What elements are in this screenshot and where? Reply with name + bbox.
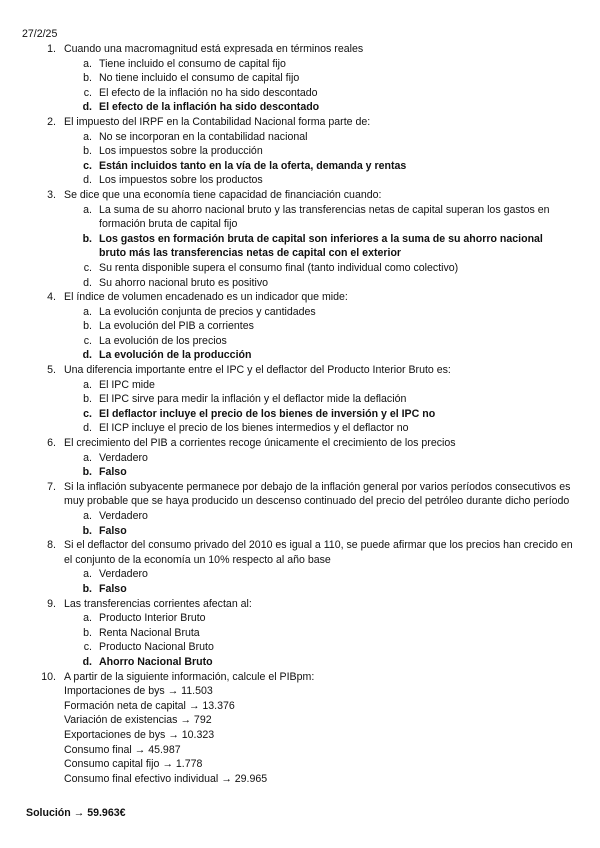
option-letter: c. (83, 334, 92, 347)
option-text: Verdadero (99, 568, 148, 581)
question-4 (0, 290, 600, 363)
option-letter: a. (83, 451, 92, 464)
option-text: El IPC mide (99, 378, 155, 391)
option-text: Producto Nacional Bruto (99, 641, 214, 654)
option-letter: b. (82, 232, 92, 245)
option-d (0, 276, 580, 291)
option-text: Ahorro Nacional Bruto (99, 655, 213, 668)
option-letter: a. (83, 130, 92, 143)
option-a (0, 378, 580, 393)
option-letter: a. (83, 305, 92, 318)
option-b (0, 392, 580, 407)
option-letter: b. (83, 626, 92, 639)
option-text: El ICP incluye el precio de los bienes intermedios y el deflactor no (99, 422, 409, 435)
question-text: A partir de la siguiente información, calcule el PIBpm: (64, 670, 315, 683)
option-b-correct (0, 582, 580, 597)
option-letter: d. (83, 422, 92, 435)
option-a (0, 611, 580, 626)
option-a (0, 451, 580, 466)
option-letter: d. (83, 276, 92, 289)
option-list (64, 305, 580, 363)
option-text: La evolución de la producción (99, 349, 252, 362)
option-text: No se incorporan en la contabilidad nacional (99, 130, 308, 143)
question-text: El impuesto del IRPF en la Contabilidad Nacional forma parte de: (64, 115, 371, 128)
document-date: 27/2/25 (22, 28, 58, 40)
question-9 (0, 597, 600, 670)
option-text: El efecto de la inflación no ha sido descontado (99, 86, 318, 99)
option-text: Falso (99, 582, 127, 595)
option-letter: a. (83, 378, 92, 391)
question-1 (0, 42, 600, 115)
option-text: Falso (99, 466, 127, 479)
option-d (0, 173, 580, 188)
option-letter: d. (82, 655, 92, 668)
option-list (64, 451, 580, 480)
data-line-inventory: Variación de existencias → 792 (64, 714, 212, 727)
question-6 (0, 436, 600, 480)
option-d-correct (0, 655, 580, 670)
option-b-correct (0, 232, 580, 261)
option-letter: b. (83, 393, 92, 406)
question-text: Se dice que una economía tiene capacidad de financiación cuando: (64, 188, 382, 201)
question-text: Una diferencia importante entre el IPC y el deflactor del Producto Interior Bruto es: (64, 364, 451, 377)
question-data-list (64, 684, 580, 786)
option-letter: d. (82, 349, 92, 362)
question-number: 6. (47, 437, 56, 450)
option-b (0, 144, 580, 159)
option-letter: b. (82, 466, 92, 479)
option-text: Los gastos en formación bruta de capital son inferiores a la suma de su ahorro nacional bruto más las transferencias netas de capital con el exterior (99, 232, 543, 260)
question-text: El crecimiento del PIB a corrientes recoge únicamente el crecimiento de los precios (64, 437, 456, 450)
question-number: 10. (41, 670, 56, 683)
option-text: Los impuestos sobre los productos (99, 174, 263, 187)
data-line-fixed-capital: Consumo capital fijo → 1.778 (64, 758, 203, 771)
option-letter: c. (83, 407, 92, 420)
option-letter: c. (83, 261, 92, 274)
option-text: Renta Nacional Bruta (99, 626, 200, 639)
option-b-correct (0, 465, 580, 480)
question-text: Cuando una macromagnitud está expresada en términos reales (64, 43, 364, 55)
question-number: 8. (47, 539, 56, 552)
option-letter: d. (82, 101, 92, 114)
question-text: Si la inflación subyacente permanece por debajo de la inflación general por varios períodos consecutivos es muy probable que se haya producido un descenso continuado del precio del petróleo durante dicho período (64, 480, 571, 508)
question-list (0, 42, 600, 786)
option-letter: a. (83, 57, 92, 70)
option-a (0, 305, 580, 320)
option-list (64, 567, 580, 596)
option-letter: a. (83, 568, 92, 581)
data-line-net-capital: Formación neta de capital → 13.376 (64, 699, 235, 712)
question-10 (0, 670, 600, 787)
option-letter: a. (83, 612, 92, 625)
option-list (64, 130, 580, 188)
option-letter: c. (83, 641, 92, 654)
question-number: 9. (47, 597, 56, 610)
option-text: Falso (99, 524, 127, 537)
option-letter: c. (83, 86, 92, 99)
option-list (64, 57, 580, 115)
option-c (0, 86, 580, 101)
option-d (0, 421, 580, 436)
question-number: 7. (47, 480, 56, 493)
option-list (64, 509, 580, 538)
option-c-correct (0, 159, 580, 174)
question-text: Si el deflactor del consumo privado del 2010 es igual a 110, se puede afirmar que los precios han crecido en el conjunto de la economía un 10% respecto al año base (64, 539, 573, 566)
option-text: Tiene incluido el consumo de capital fijo (99, 57, 286, 70)
question-text: Las transferencias corrientes afectan al: (64, 597, 252, 610)
data-line-exports: Exportaciones de bys → 10.323 (64, 728, 215, 741)
question-2 (0, 115, 600, 188)
option-letter: a. (83, 510, 92, 522)
option-letter: a. (83, 203, 92, 216)
option-c (0, 334, 580, 349)
data-line-imports: Importaciones de bys → 11.503 (64, 685, 213, 698)
question-7 (0, 480, 600, 538)
option-text: Su ahorro nacional bruto es positivo (99, 276, 269, 289)
option-text: No tiene incluido el consumo de capital fijo (99, 72, 300, 85)
solution-text: Solución → 59.963€ (26, 807, 126, 819)
option-text: La evolución del PIB a corrientes (99, 320, 254, 333)
option-letter: b. (83, 320, 92, 333)
option-a (0, 203, 580, 232)
data-line-individual-consumption: Consumo final efectivo individual → 29.965 (64, 772, 268, 785)
option-b (0, 626, 580, 641)
question-5 (0, 363, 600, 436)
option-text: Su renta disponible supera el consumo final (tanto individual como colectivo) (99, 261, 459, 274)
option-b (0, 71, 580, 86)
question-number: 3. (47, 188, 56, 201)
option-text: La evolución conjunta de precios y cantidades (99, 305, 316, 318)
option-d-correct (0, 100, 580, 115)
option-letter: b. (83, 72, 92, 85)
option-b (0, 319, 580, 334)
option-text: El deflactor incluye el precio de los bienes de inversión y el IPC no (99, 407, 436, 420)
option-a (0, 567, 580, 582)
option-text: Producto Interior Bruto (99, 612, 206, 625)
option-text: Los impuestos sobre la producción (99, 145, 263, 158)
option-letter: b. (82, 524, 92, 537)
data-line-final-consumption: Consumo final → 45.987 (64, 743, 181, 756)
option-text: El efecto de la inflación ha sido descontado (99, 101, 320, 114)
option-letter: b. (83, 145, 92, 158)
option-d-correct (0, 348, 580, 363)
option-c (0, 261, 580, 276)
option-list (64, 378, 580, 436)
option-c (0, 640, 580, 655)
question-number: 2. (47, 115, 56, 128)
question-3 (0, 188, 600, 290)
option-list (64, 203, 580, 291)
option-text: El IPC sirve para medir la inflación y el deflactor mide la deflación (99, 393, 407, 406)
option-text: Verdadero (99, 510, 148, 522)
option-a (0, 509, 580, 524)
question-text: El índice de volumen encadenado es un indicador que mide: (64, 291, 348, 304)
option-a (0, 130, 580, 145)
question-number: 4. (47, 291, 56, 304)
option-letter: b. (82, 582, 92, 595)
question-number: 1. (47, 43, 56, 55)
option-b-correct (0, 524, 580, 539)
option-text: Verdadero (99, 451, 148, 464)
option-text: Están incluidos tanto en la vía de la oferta, demanda y rentas (99, 159, 407, 172)
option-list (64, 611, 580, 669)
option-a (0, 57, 580, 72)
question-8 (0, 538, 600, 596)
question-number: 5. (47, 364, 56, 377)
option-c-correct (0, 407, 580, 422)
option-letter: d. (83, 174, 92, 187)
option-text: La evolución de los precios (99, 334, 227, 347)
option-letter: c. (83, 159, 92, 172)
option-text: La suma de su ahorro nacional bruto y las transferencias netas de capital superan los gastos en formación bruta de capital fijo (99, 203, 550, 231)
